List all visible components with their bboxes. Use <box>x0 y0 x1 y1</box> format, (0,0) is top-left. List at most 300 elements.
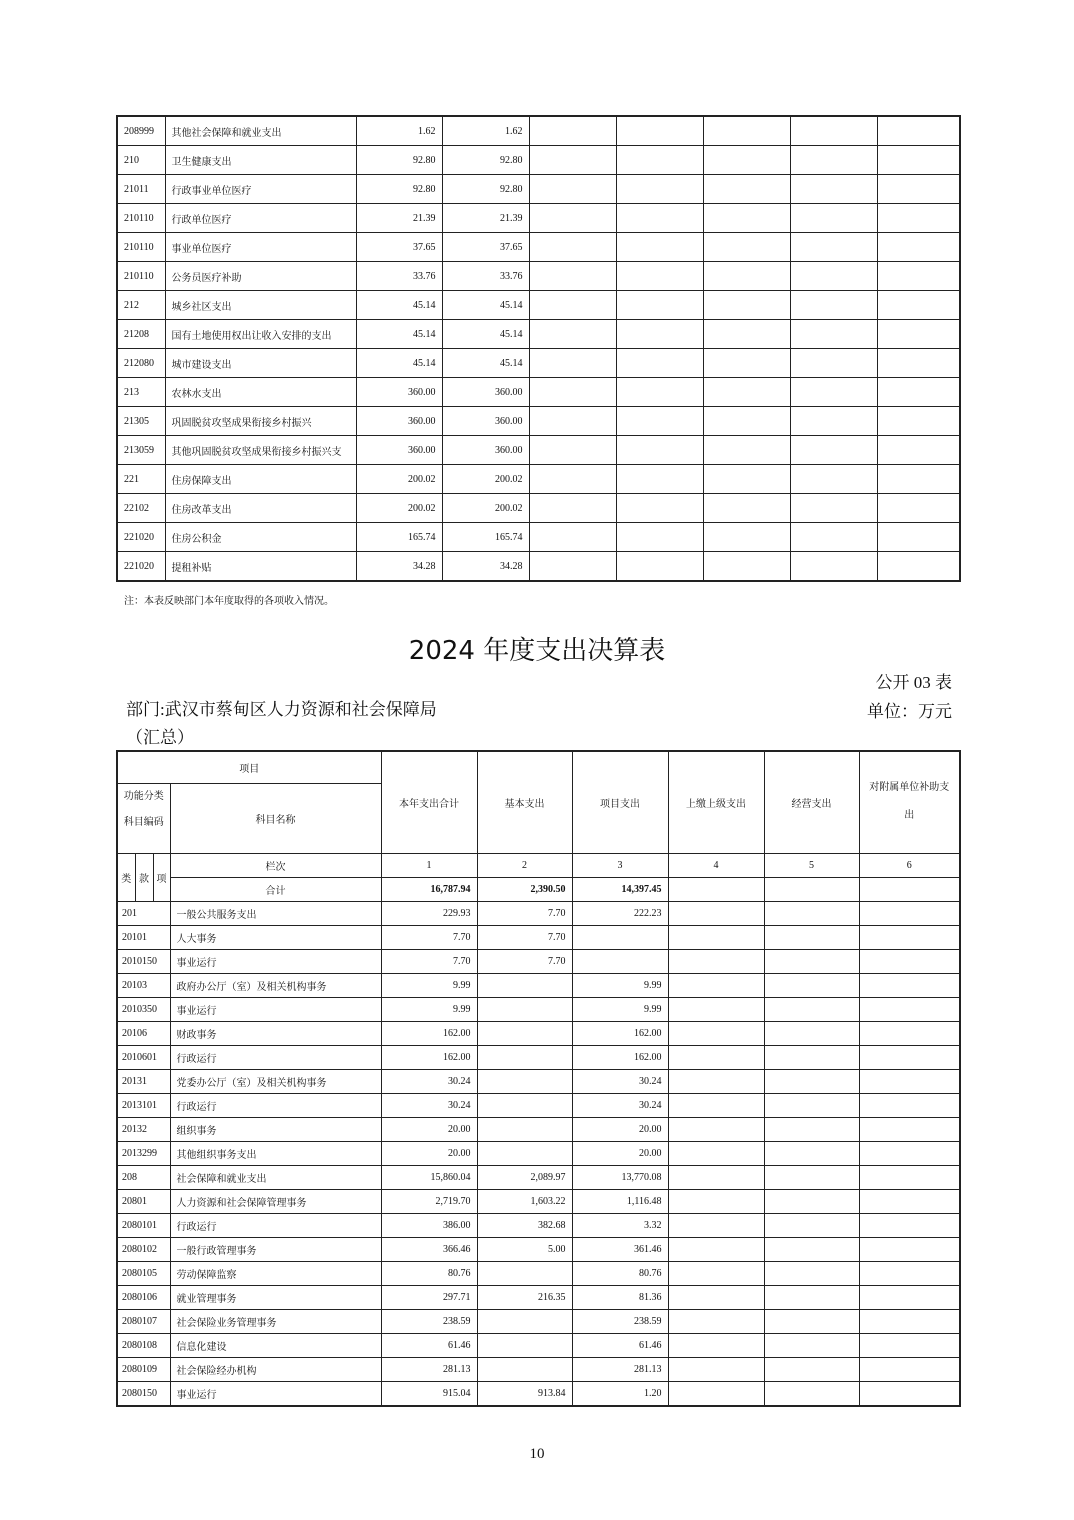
row-value: 33.76 <box>356 262 442 291</box>
row-project: 81.36 <box>572 1285 668 1309</box>
row-subject: 社会保障和就业支出 <box>170 1165 381 1189</box>
row-code: 208999 <box>117 116 165 146</box>
row-basic: 7.70 <box>477 949 572 973</box>
table-row <box>117 320 960 349</box>
empty-cell <box>877 204 960 233</box>
empty-cell <box>668 1213 764 1237</box>
row-value: 200.02 <box>356 465 442 494</box>
table-row <box>117 262 960 291</box>
row-value: 45.14 <box>442 349 529 378</box>
row-project: 222.23 <box>572 901 668 925</box>
row-project: 20.00 <box>572 1117 668 1141</box>
row-value: 45.14 <box>356 320 442 349</box>
total-value: 2,390.50 <box>477 877 572 901</box>
row-value: 1.62 <box>356 116 442 146</box>
empty-cell <box>616 552 703 582</box>
table-note: 注：本表反映部门本年度取得的各项收入情况。 <box>124 596 334 607</box>
row-total: 386.00 <box>381 1213 477 1237</box>
row-code: 213 <box>117 378 165 407</box>
row-code: 20801 <box>117 1189 170 1213</box>
row-total: 297.71 <box>381 1285 477 1309</box>
row-code: 20101 <box>117 925 170 949</box>
row-value: 21.39 <box>356 204 442 233</box>
empty-cell <box>877 494 960 523</box>
empty-cell <box>668 1165 764 1189</box>
table-number: 公开 03 表 <box>875 673 952 692</box>
row-subject: 社会保险业务管理事务 <box>170 1309 381 1333</box>
table-row <box>117 116 960 146</box>
row-subject: 其他组织事务支出 <box>170 1141 381 1165</box>
table-row <box>117 1021 960 1045</box>
page-number: 10 <box>529 1446 545 1462</box>
table-row <box>117 378 960 407</box>
table-row <box>117 1093 960 1117</box>
row-project: 20.00 <box>572 1141 668 1165</box>
row-subject: 公务员医疗补助 <box>165 262 356 291</box>
row-subject: 人力资源和社会保障管理事务 <box>170 1189 381 1213</box>
page-title: 2024 年度支出决算表 <box>408 636 666 666</box>
empty-cell <box>668 973 764 997</box>
empty-cell <box>703 116 790 146</box>
empty-cell <box>668 1357 764 1381</box>
row-total: 238.59 <box>381 1309 477 1333</box>
row-basic <box>477 1141 572 1165</box>
row-code: 210110 <box>117 262 165 291</box>
row-project: 281.13 <box>572 1357 668 1381</box>
empty-cell <box>790 436 877 465</box>
empty-cell <box>668 1093 764 1117</box>
total-value: 16,787.94 <box>381 877 477 901</box>
empty-cell <box>764 901 859 925</box>
empty-cell <box>703 436 790 465</box>
empty-cell <box>859 949 960 973</box>
row-code: 2013299 <box>117 1141 170 1165</box>
row-subject: 劳动保障监察 <box>170 1261 381 1285</box>
row-subject: 人大事务 <box>170 925 381 949</box>
total-value <box>668 877 764 901</box>
row-total: 7.70 <box>381 925 477 949</box>
table-row <box>117 1165 960 1189</box>
empty-cell <box>877 465 960 494</box>
empty-cell <box>764 925 859 949</box>
row-subject: 财政事务 <box>170 1021 381 1045</box>
row-total: 2,719.70 <box>381 1189 477 1213</box>
empty-cell <box>764 1069 859 1093</box>
empty-cell <box>790 262 877 291</box>
row-code: 201 <box>117 901 170 925</box>
empty-cell <box>668 997 764 1021</box>
table-row <box>117 436 960 465</box>
table-row <box>117 1069 960 1093</box>
row-subject: 巩固脱贫攻坚成果衔接乡村振兴 <box>165 407 356 436</box>
empty-cell <box>859 1165 960 1189</box>
row-value: 37.65 <box>442 233 529 262</box>
empty-cell <box>877 552 960 582</box>
row-project: 162.00 <box>572 1045 668 1069</box>
header-xiang: 项 <box>153 853 170 901</box>
empty-cell <box>859 1237 960 1261</box>
empty-cell <box>764 1093 859 1117</box>
empty-cell <box>616 204 703 233</box>
empty-cell <box>859 1189 960 1213</box>
empty-cell <box>790 523 877 552</box>
empty-cell <box>668 1045 764 1069</box>
table-row <box>117 494 960 523</box>
total-value <box>859 877 960 901</box>
table-row <box>117 997 960 1021</box>
empty-cell <box>668 1261 764 1285</box>
row-subject: 政府办公厅（室）及相关机构事务 <box>170 973 381 997</box>
empty-cell <box>764 1117 859 1141</box>
empty-cell <box>616 523 703 552</box>
empty-cell <box>790 552 877 582</box>
previous-table-continuation <box>116 115 961 582</box>
row-subject: 农林水支出 <box>165 378 356 407</box>
header-lanci: 栏次 <box>170 853 381 877</box>
empty-cell <box>668 901 764 925</box>
row-basic: 1,603.22 <box>477 1189 572 1213</box>
lanci-3: 3 <box>572 853 668 877</box>
row-subject: 信息化建设 <box>170 1333 381 1357</box>
table-row <box>117 1141 960 1165</box>
lanci-5: 5 <box>764 853 859 877</box>
row-value: 360.00 <box>356 407 442 436</box>
empty-cell <box>859 1069 960 1093</box>
department-label: 部门:武汉市蔡甸区人力资源和社会保障局（汇总） <box>126 700 437 747</box>
lanci-4: 4 <box>668 853 764 877</box>
row-code: 210 <box>117 146 165 175</box>
empty-cell <box>668 1309 764 1333</box>
row-subject: 就业管理事务 <box>170 1285 381 1309</box>
row-value: 1.62 <box>442 116 529 146</box>
table-row <box>117 175 960 204</box>
table-row <box>117 349 960 378</box>
empty-cell <box>877 349 960 378</box>
row-basic: 5.00 <box>477 1237 572 1261</box>
row-value: 92.80 <box>356 146 442 175</box>
row-value: 200.02 <box>356 494 442 523</box>
empty-cell <box>616 465 703 494</box>
row-code: 2010150 <box>117 949 170 973</box>
empty-cell <box>616 494 703 523</box>
row-subject: 卫生健康支出 <box>165 146 356 175</box>
empty-cell <box>668 949 764 973</box>
row-code: 221020 <box>117 523 165 552</box>
total-value <box>764 877 859 901</box>
row-basic: 216.35 <box>477 1285 572 1309</box>
row-total: 366.46 <box>381 1237 477 1261</box>
row-project: 162.00 <box>572 1021 668 1045</box>
table-row <box>117 1381 960 1406</box>
table-row <box>117 552 960 582</box>
table-row <box>117 1261 960 1285</box>
empty-cell <box>859 1333 960 1357</box>
empty-cell <box>703 320 790 349</box>
row-project: 361.46 <box>572 1237 668 1261</box>
row-value: 45.14 <box>442 320 529 349</box>
row-code: 20103 <box>117 973 170 997</box>
empty-cell <box>764 997 859 1021</box>
row-total: 30.24 <box>381 1069 477 1093</box>
empty-cell <box>859 1045 960 1069</box>
row-code: 21011 <box>117 175 165 204</box>
row-basic <box>477 997 572 1021</box>
row-subject: 行政单位医疗 <box>165 204 356 233</box>
row-value: 45.14 <box>442 291 529 320</box>
empty-cell <box>703 262 790 291</box>
row-code: 210110 <box>117 204 165 233</box>
row-basic <box>477 1093 572 1117</box>
empty-cell <box>790 116 877 146</box>
row-value: 92.80 <box>356 175 442 204</box>
empty-cell <box>877 320 960 349</box>
empty-cell <box>790 146 877 175</box>
empty-cell <box>790 378 877 407</box>
header-col-total: 本年支出合计 <box>381 751 477 853</box>
header-col-basic: 基本支出 <box>477 751 572 853</box>
row-subject: 事业运行 <box>170 949 381 973</box>
row-project: 9.99 <box>572 973 668 997</box>
empty-cell <box>529 204 616 233</box>
row-total: 9.99 <box>381 997 477 1021</box>
empty-cell <box>616 436 703 465</box>
row-subject: 住房公积金 <box>165 523 356 552</box>
row-code: 20132 <box>117 1117 170 1141</box>
empty-cell <box>764 1333 859 1357</box>
empty-cell <box>859 1093 960 1117</box>
row-value: 360.00 <box>442 378 529 407</box>
header-kuan: 款 <box>135 853 153 901</box>
row-code: 20106 <box>117 1021 170 1045</box>
empty-cell <box>790 291 877 320</box>
row-code: 210110 <box>117 233 165 262</box>
empty-cell <box>790 465 877 494</box>
empty-cell <box>668 1333 764 1357</box>
table-row <box>117 901 960 925</box>
empty-cell <box>859 1261 960 1285</box>
table-row <box>117 233 960 262</box>
empty-cell <box>764 1285 859 1309</box>
empty-cell <box>616 146 703 175</box>
row-project: 30.24 <box>572 1093 668 1117</box>
row-subject: 组织事务 <box>170 1117 381 1141</box>
row-subject: 国有土地使用权出让收入安排的支出 <box>165 320 356 349</box>
empty-cell <box>764 1357 859 1381</box>
row-total: 229.93 <box>381 901 477 925</box>
empty-cell <box>877 436 960 465</box>
row-code: 20131 <box>117 1069 170 1093</box>
unit-label: 单位：万元 <box>867 702 952 721</box>
row-code: 212 <box>117 291 165 320</box>
empty-cell <box>668 1021 764 1045</box>
empty-cell <box>877 262 960 291</box>
empty-cell <box>859 1285 960 1309</box>
row-basic <box>477 973 572 997</box>
empty-cell <box>859 1117 960 1141</box>
table-row <box>117 973 960 997</box>
empty-cell <box>668 1141 764 1165</box>
row-value: 200.02 <box>442 465 529 494</box>
empty-cell <box>764 1261 859 1285</box>
empty-cell <box>703 349 790 378</box>
empty-cell <box>877 523 960 552</box>
row-code: 212080 <box>117 349 165 378</box>
header-subject-name: 科目名称 <box>170 783 381 853</box>
row-basic: 382.68 <box>477 1213 572 1237</box>
table-row <box>117 407 960 436</box>
row-value: 360.00 <box>356 436 442 465</box>
total-label: 合计 <box>170 877 381 901</box>
empty-cell <box>703 465 790 494</box>
empty-cell <box>616 407 703 436</box>
row-value: 360.00 <box>356 378 442 407</box>
row-code: 2080102 <box>117 1237 170 1261</box>
empty-cell <box>616 175 703 204</box>
empty-cell <box>764 1045 859 1069</box>
row-value: 165.74 <box>356 523 442 552</box>
table-row <box>117 1237 960 1261</box>
row-code: 221 <box>117 465 165 494</box>
row-basic <box>477 1069 572 1093</box>
table-row <box>117 1213 960 1237</box>
empty-cell <box>529 436 616 465</box>
empty-cell <box>790 204 877 233</box>
row-subject: 行政运行 <box>170 1213 381 1237</box>
empty-cell <box>529 552 616 582</box>
row-total: 20.00 <box>381 1141 477 1165</box>
row-project <box>572 925 668 949</box>
empty-cell <box>529 291 616 320</box>
empty-cell <box>764 1189 859 1213</box>
empty-cell <box>859 901 960 925</box>
row-value: 21.39 <box>442 204 529 233</box>
row-code: 2080107 <box>117 1309 170 1333</box>
empty-cell <box>764 1237 859 1261</box>
row-value: 360.00 <box>442 407 529 436</box>
row-value: 34.28 <box>356 552 442 582</box>
empty-cell <box>529 320 616 349</box>
table-row <box>117 925 960 949</box>
table-row <box>117 1285 960 1309</box>
empty-cell <box>877 146 960 175</box>
row-code: 2080109 <box>117 1357 170 1381</box>
row-value: 33.76 <box>442 262 529 291</box>
row-total: 30.24 <box>381 1093 477 1117</box>
row-value: 360.00 <box>442 436 529 465</box>
row-value: 45.14 <box>356 291 442 320</box>
empty-cell <box>859 925 960 949</box>
row-basic <box>477 1309 572 1333</box>
header-col-remit: 上缴上级支出 <box>668 751 764 853</box>
empty-cell <box>616 320 703 349</box>
row-value: 165.74 <box>442 523 529 552</box>
empty-cell <box>764 1213 859 1237</box>
row-code: 2080106 <box>117 1285 170 1309</box>
row-subject: 社会保险经办机构 <box>170 1357 381 1381</box>
row-code: 2010350 <box>117 997 170 1021</box>
empty-cell <box>790 349 877 378</box>
empty-cell <box>668 1189 764 1213</box>
empty-cell <box>529 262 616 291</box>
empty-cell <box>703 291 790 320</box>
row-subject: 事业单位医疗 <box>165 233 356 262</box>
row-basic: 913.84 <box>477 1381 572 1406</box>
empty-cell <box>877 378 960 407</box>
header-func-code: 功能分类科目编码 <box>123 791 164 828</box>
row-total: 915.04 <box>381 1381 477 1406</box>
empty-cell <box>616 116 703 146</box>
empty-cell <box>790 233 877 262</box>
empty-cell <box>877 116 960 146</box>
empty-cell <box>859 1141 960 1165</box>
empty-cell <box>668 1117 764 1141</box>
empty-cell <box>616 262 703 291</box>
row-basic <box>477 1261 572 1285</box>
table-row <box>117 465 960 494</box>
empty-cell <box>790 407 877 436</box>
row-subject: 事业运行 <box>170 997 381 1021</box>
empty-cell <box>764 1309 859 1333</box>
row-project: 1.20 <box>572 1381 668 1406</box>
header-lei: 类 <box>117 853 135 901</box>
row-code: 21208 <box>117 320 165 349</box>
row-code: 2013101 <box>117 1093 170 1117</box>
total-value: 14,397.45 <box>572 877 668 901</box>
empty-cell <box>529 465 616 494</box>
row-code: 22102 <box>117 494 165 523</box>
row-subject: 事业运行 <box>170 1381 381 1406</box>
row-subject: 行政事业单位医疗 <box>165 175 356 204</box>
table-row <box>117 1189 960 1213</box>
expenditure-table <box>116 750 961 1407</box>
row-subject: 行政运行 <box>170 1045 381 1069</box>
row-subject: 行政运行 <box>170 1093 381 1117</box>
empty-cell <box>668 925 764 949</box>
empty-cell <box>877 175 960 204</box>
row-subject: 城乡社区支出 <box>165 291 356 320</box>
row-project: 13,770.08 <box>572 1165 668 1189</box>
row-code: 213059 <box>117 436 165 465</box>
empty-cell <box>859 973 960 997</box>
empty-cell <box>877 233 960 262</box>
empty-cell <box>877 291 960 320</box>
row-subject: 一般公共服务支出 <box>170 901 381 925</box>
empty-cell <box>859 1381 960 1406</box>
row-total: 20.00 <box>381 1117 477 1141</box>
row-subject: 其他巩固脱贫攻坚成果衔接乡村振兴支 <box>165 436 356 465</box>
row-subject: 一般行政管理事务 <box>170 1237 381 1261</box>
row-total: 7.70 <box>381 949 477 973</box>
table-row <box>117 1045 960 1069</box>
table-row <box>117 204 960 233</box>
empty-cell <box>668 1285 764 1309</box>
empty-cell <box>668 1381 764 1406</box>
empty-cell <box>877 407 960 436</box>
empty-cell <box>529 175 616 204</box>
row-total: 162.00 <box>381 1021 477 1045</box>
row-code: 2010601 <box>117 1045 170 1069</box>
row-code: 208 <box>117 1165 170 1189</box>
empty-cell <box>703 146 790 175</box>
empty-cell <box>703 204 790 233</box>
table-row <box>117 949 960 973</box>
row-basic: 7.70 <box>477 925 572 949</box>
empty-cell <box>529 146 616 175</box>
row-subject: 党委办公厅（室）及相关机构事务 <box>170 1069 381 1093</box>
row-basic: 7.70 <box>477 901 572 925</box>
row-code: 2080150 <box>117 1381 170 1406</box>
row-value: 92.80 <box>442 146 529 175</box>
